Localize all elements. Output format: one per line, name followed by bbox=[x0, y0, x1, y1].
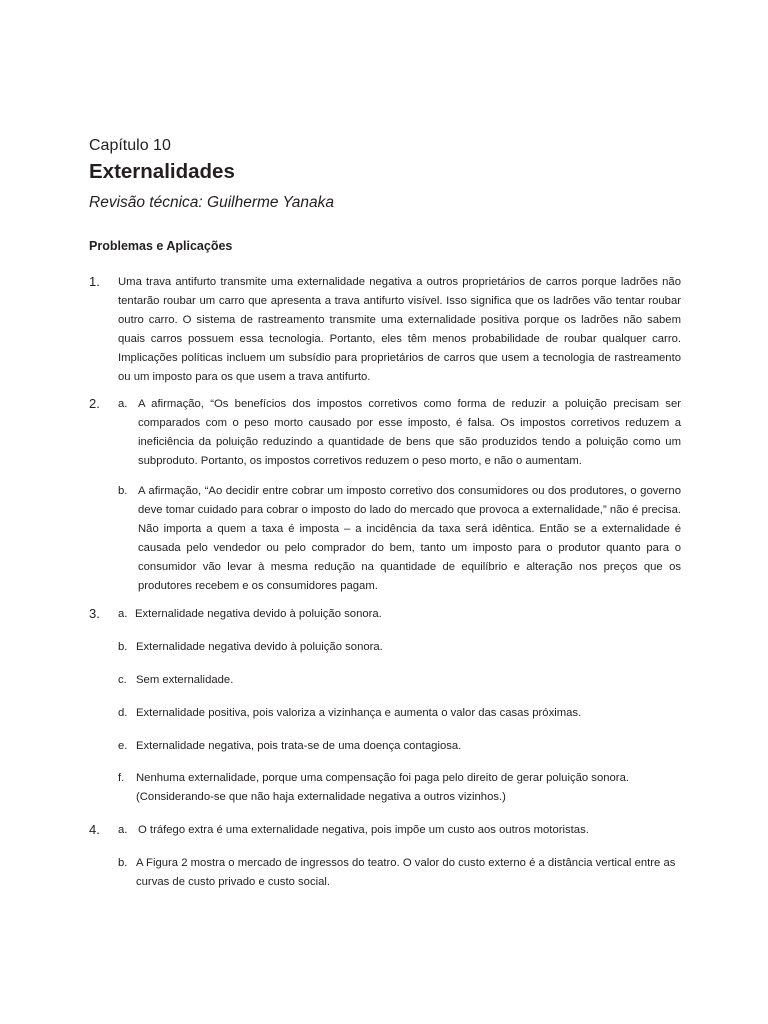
problem-3c-letter: c. bbox=[118, 674, 127, 686]
technical-review-credit: Revisão técnica: Guilherme Yanaka bbox=[89, 194, 334, 211]
chapter-title: Externalidades bbox=[89, 160, 235, 183]
problem-3a-letter: a. bbox=[118, 608, 128, 620]
problem-3b-letter: b. bbox=[118, 641, 128, 653]
problem-1-text: Uma trava antifurto transmite uma externalidade negativa a outros proprietários de carros porque ladrões não tentarão roubar um carro que apresenta a trava antifurto visível. Isso significa que os ladrões vão tentar roubar outro carro. O sistema de rastreamento transmite uma externalidade positiva porque os ladrões não sabem quais carros possuem essa tecnologia. Portanto, eles têm menos probabilidade de roubar qualquer carro. Implicações políticas incluem um subsídio para proprietários de carros que usem a tecnologia de rastreamento ou um imposto para os que usem a trava antifurto. bbox=[118, 276, 681, 383]
problem-4a-text: O tráfego extra é uma externalidade negativa, pois impõe um custo aos outros motoristas. bbox=[138, 824, 589, 836]
problem-2b-letter: b. bbox=[118, 485, 128, 497]
problem-4b-letter: b. bbox=[118, 857, 128, 869]
problem-3a-text: Externalidade negativa devido à poluição sonora. bbox=[135, 608, 382, 620]
problem-2a-text: A afirmação, “Os benefícios dos impostos corretivos como forma de reduzir a poluição precisam ser comparados com o peso morto causado por esse imposto, é falsa. Os impostos corretivos reduzem a ineficiência da poluição reduzindo a quantidade de bens que são produzidos tendo a poluição como um subproduto. Portanto, os impostos corretivos reduzem o peso morto, e não o aumentam. bbox=[138, 398, 681, 467]
problem-3f-letter: f. bbox=[118, 772, 125, 784]
chapter-label: Capítulo 10 bbox=[89, 137, 171, 154]
problem-3f-text: Nenhuma externalidade, porque uma compensação foi paga pelo direito de gerar poluição sonora. (Considerando-se que não haja externalidade negativa a outros vizinhos.) bbox=[136, 772, 629, 803]
problem-3b-text: Externalidade negativa devido à poluição sonora. bbox=[136, 641, 383, 653]
problem-2b-text: A afirmação, “Ao decidir entre cobrar um imposto corretivo dos consumidores ou dos produtores, o governo deve tomar cuidado para cobrar o imposto do lado do mercado que provoca a externalidade,” não é precisa. Não importa a quem a taxa é imposta – a incidência da taxa será idêntica. Então se a externalidade é causada pelo vendedor ou pelo comprador do bem, tanto um imposto para o produtor quanto para o consumidor vão levar à mesma redução na quantidade de equilíbrio e alteração nos preços que os produtores recebem e os consumidores pagam. bbox=[138, 485, 681, 592]
section-title: Problemas e Aplicações bbox=[89, 239, 233, 253]
problem-number-4: 4. bbox=[89, 822, 100, 837]
problem-4b-text: A Figura 2 mostra o mercado de ingressos do teatro. O valor do custo externo é a distância vertical entre as curvas de custo privado e custo social. bbox=[136, 857, 676, 888]
problem-2a-letter: a. bbox=[118, 398, 128, 410]
problem-3d-text: Externalidade positiva, pois valoriza a vizinhança e aumenta o valor das casas próximas. bbox=[136, 707, 582, 719]
problem-3d-letter: d. bbox=[118, 707, 128, 719]
problem-3e-letter: e. bbox=[118, 740, 128, 752]
problem-number-3: 3. bbox=[89, 606, 100, 621]
problem-number-2: 2. bbox=[89, 396, 100, 411]
problem-4a-letter: a. bbox=[118, 824, 128, 836]
problem-3c-text: Sem externalidade. bbox=[136, 674, 234, 686]
problem-number-1: 1. bbox=[89, 274, 100, 289]
problem-3e-text: Externalidade negativa, pois trata-se de uma doença contagiosa. bbox=[136, 740, 462, 752]
